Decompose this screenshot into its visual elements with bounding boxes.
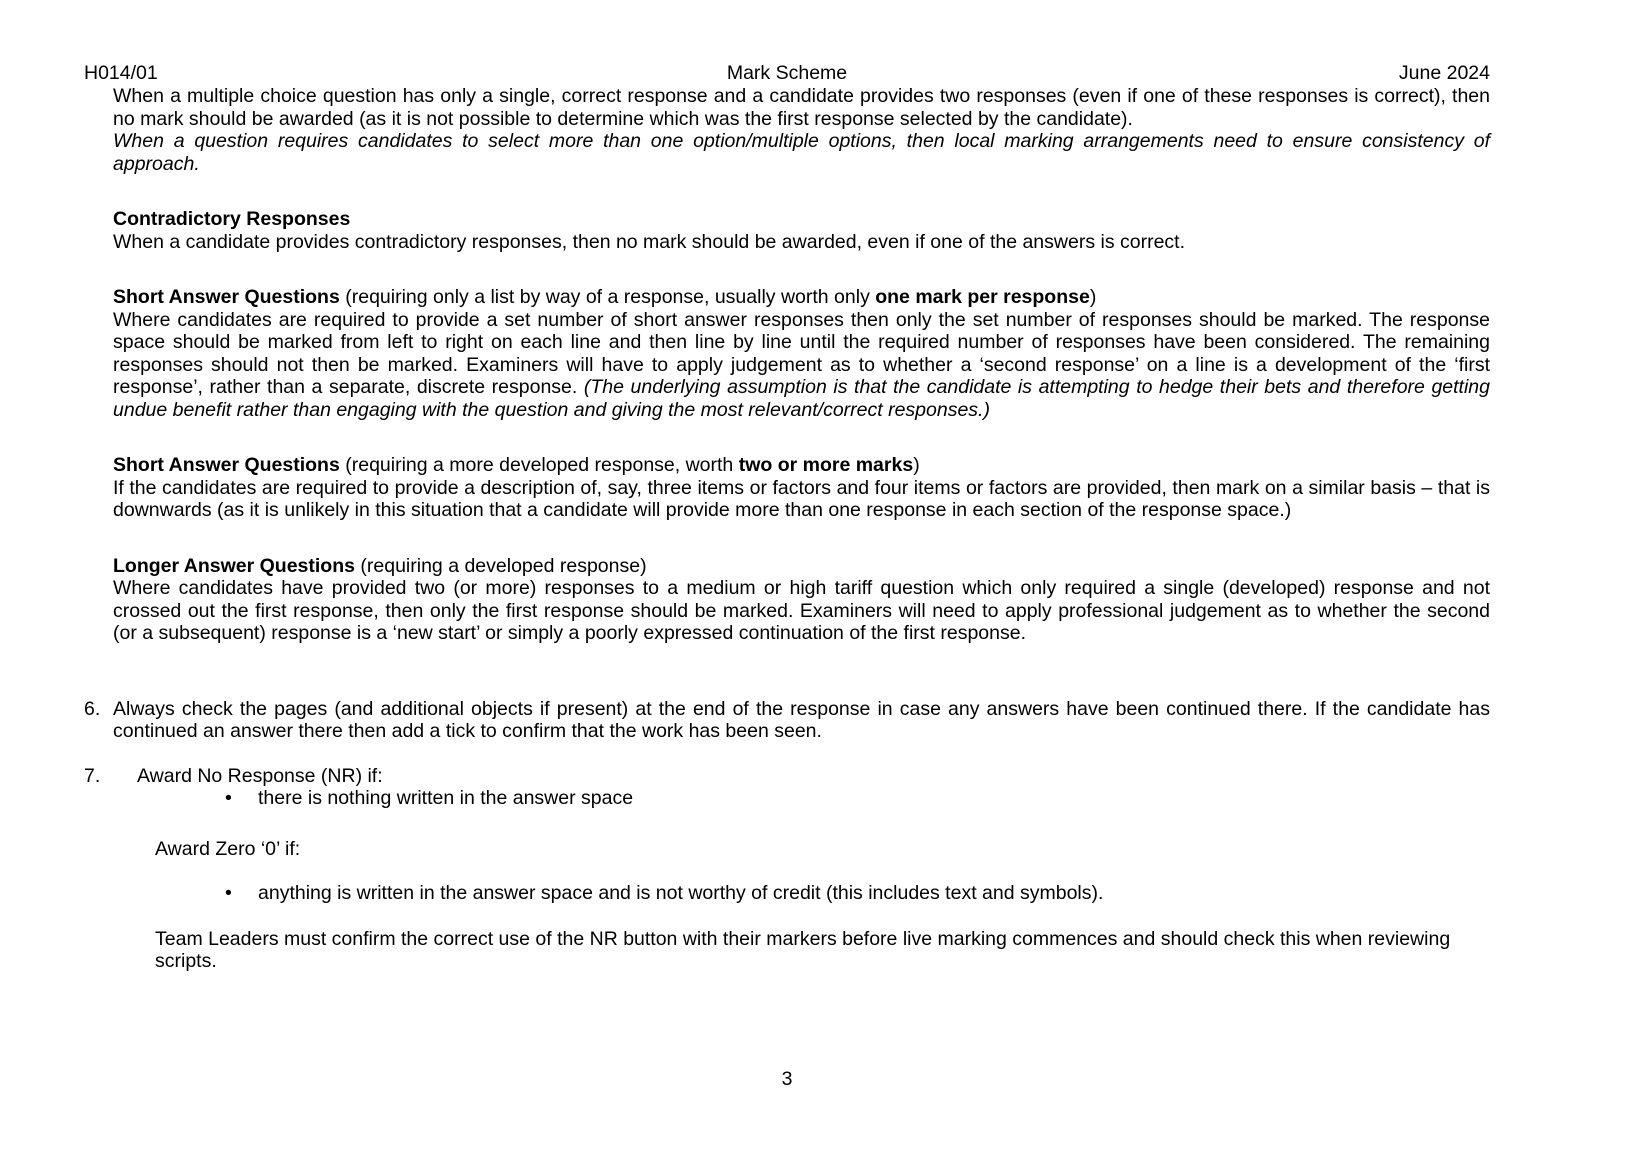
list-item-6 <box>84 698 1490 743</box>
heading-contradictory-responses: Contradictory Responses <box>113 208 351 230</box>
paragraph-short-answer-developed: If the candidates are required to provide a description of, say, three items or factors and four items or factors are provided, then mark on a similar basis – that is downwards (as it is unlikely in this situation that a candidate will provide more than one response in each section of the response space.) <box>113 476 1490 521</box>
list-item-6-text: Always check the pages (and additional objects if present) at the end of the response in case any answers have been continued there. If the candidate has continued an answer there then add a tick to confirm that the work has been seen. <box>113 697 1490 742</box>
doc-title: Mark Scheme <box>726 62 848 84</box>
bullet-item-nothing-written-text: there is nothing written in the answer space <box>258 787 634 809</box>
paragraph-longer-answer: Where candidates have provided two (or more) responses to a medium or high tariff question which only required a single (developed) response and not crossed out the first response, then only the first response should be marked. Examiners will need to apply professional judgement as to whether the second (or a subsequent) response is a ‘new start’ or simply a poorly expressed continuation of the first response. <box>113 577 1490 644</box>
bullet-item-anything-written-text: anything is written in the answer space and is not worthy of credit (this includes text and symbols). <box>258 882 1104 904</box>
bullet-item-anything-written <box>225 882 1490 905</box>
heading-short-answer-list: Short Answer Questions (requiring only a list by way of a response, usually worth only one mark per response) <box>113 286 1097 308</box>
list-item-7 <box>84 765 1490 788</box>
doc-code: H014/01 <box>84 62 158 84</box>
paragraph-multiple-options-italic: When a question requires candidates to select more than one option/multiple options, then local marking arrangements need to ensure consistency of approach. <box>113 130 1490 175</box>
doc-date: June 2024 <box>1398 62 1490 84</box>
heading-longer-answer: Longer Answer Questions (requiring a developed response) <box>113 554 647 577</box>
paragraph-contradictory-responses: When a candidate provides contradictory responses, then no mark should be awarded, even if one of the answers is correct. <box>113 230 1186 253</box>
page-number: 3 <box>781 1068 793 1090</box>
bullet-icon: • <box>225 787 232 809</box>
heading-short-answer-developed: Short Answer Questions (requiring a more developed response, worth two or more marks) <box>113 454 920 476</box>
list-number-7: 7. <box>84 764 101 787</box>
paragraph-short-answer-list: Where candidates are required to provide a set number of short answer responses then only the set number of responses should be marked. The response space should be marked from left to right on each line and then line by line until the required number of responses have been considered. The remaining responses should not then be marked. Examiners will have to apply judgement as to whether a ‘second response’ on a line is a development of the ‘first response’, rather than a separate, discrete response. (The underlying assumption is that the candidate is attempting to hedge their bets and therefore getting undue benefit rather than engaging with the question and giving the most relevant/correct responses.) <box>113 308 1490 421</box>
page-footer <box>84 1068 1490 1091</box>
paragraph-multiple-choice: When a multiple choice question has only a single, correct response and a candidate provides two responses (even if one of these responses is correct), then no mark should be awarded (as it is not possible to determine which was the first response selected by the candidate). <box>113 85 1490 130</box>
bullet-icon: • <box>225 882 232 904</box>
paragraph-team-leaders: Team Leaders must confirm the correct use of the NR button with their markers before live marking commences and should check this when reviewing scripts. <box>155 927 1451 972</box>
list-item-7-text: Award No Response (NR) if: <box>137 764 383 787</box>
bullet-item-nothing-written <box>225 787 1490 810</box>
paragraph-award-zero: Award Zero ‘0’ if: <box>155 837 301 860</box>
document-header <box>84 62 1490 85</box>
list-number-6: 6. <box>84 697 101 720</box>
